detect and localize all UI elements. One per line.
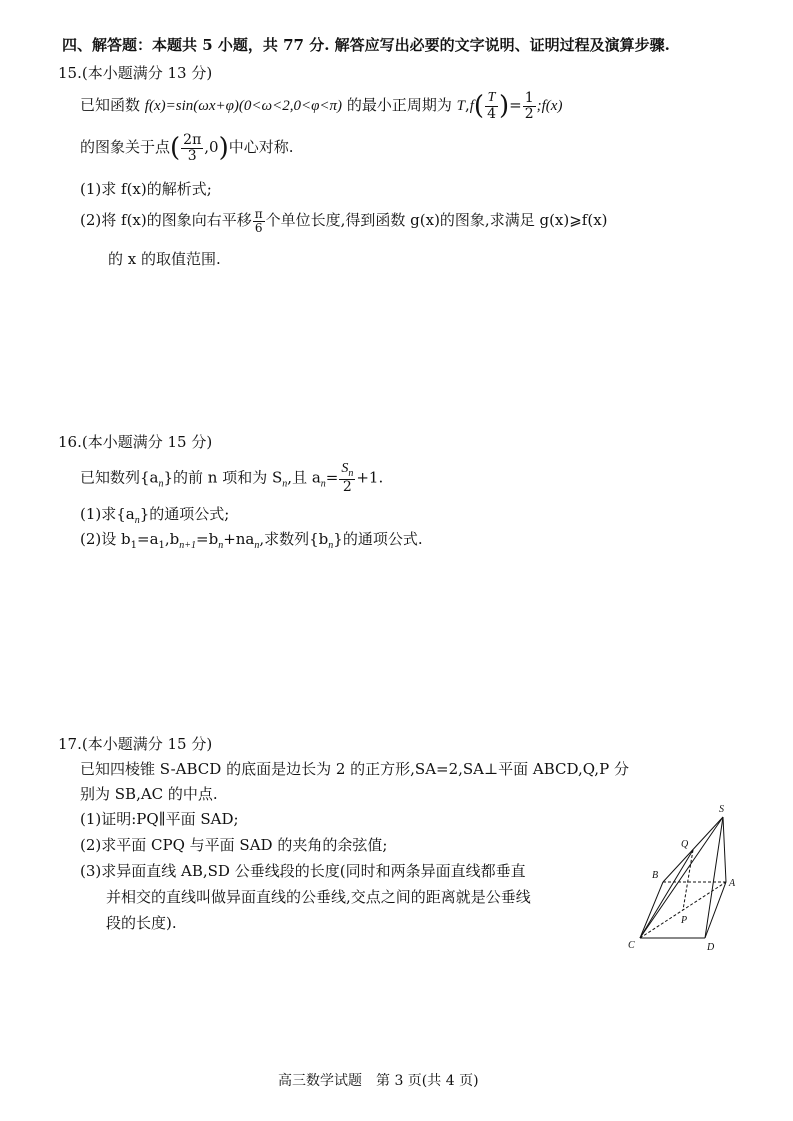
q16-part2: (2)设 $b_1=a_1,b_{n+1}=b_n+na_n$,求数列$\{b_n\}$的通项公式. [80, 530, 423, 551]
q15-stem-a: 已知函数 [80, 96, 141, 115]
label-s: S [719, 804, 724, 815]
q17-header [58, 733, 212, 754]
q15-stem-line1: 已知函数 f(x)=sin(ωx+φ)(0<ω<2,0<φ<π) 的最小正周期为 T,f( $\frac{T}{4}$ )= $\frac{1}{2}$ ;f(x) [80, 90, 563, 122]
q17-number: 17. [58, 735, 82, 753]
q17-part3-line2: 并相交的直线叫做异面直线的公垂线,交点之间的距离就是公垂线 [106, 888, 531, 906]
edge-sd [705, 817, 723, 938]
q17-part3-line3: 段的长度). [106, 914, 177, 932]
label-a: A [729, 878, 736, 889]
q16-part1: (1)求$\{a_n\}$的通项公式; [80, 505, 230, 526]
q15-stem-c: ;f(x) [536, 98, 563, 115]
label-d: D [707, 942, 715, 950]
q15-part2-b: 个单位长度,得到函数 g(x)的图象,求满足 g(x)⩾f(x) [265, 211, 608, 230]
q16-frac-sn2: $\frac{S_n}{2}$ [341, 461, 354, 496]
q15-line2-b: 中心对称. [228, 138, 294, 157]
q16-score: (本小题满分 15 分) [81, 433, 213, 451]
q15-stem-b: 的最小正周期为 [346, 96, 452, 115]
q17-stem-line1: 已知四棱锥 S-ABCD 的底面是边长为 2 的正方形,SA=2,SA⊥平面 ABCD,Q,P 分 [80, 760, 629, 778]
q17-stem-line2: 别为 SB,AC 的中点. [80, 785, 218, 803]
q15-frac-t4: $\frac{T}{4}$ [487, 90, 496, 122]
q15-point-tail: ,0 [204, 138, 219, 157]
q15-part2-a: (2)将 f(x)的图象向右平移 [80, 211, 252, 230]
q15-header [58, 62, 212, 83]
q15-period-symbol: T [456, 98, 465, 115]
q15-part1: (1)求 f(x)的解析式; [80, 180, 212, 198]
q16-header [58, 431, 212, 452]
q16-stem: 已知数列$\{a_n\}$的前 n 项和为 $S_n$,且 $a_n=$ $\frac{S_n}{2}$ +1. [80, 461, 384, 496]
q15-part2-line2: 的 x 的取值范围. [108, 250, 221, 268]
q15-number: 15. [58, 64, 82, 82]
label-q: Q [681, 839, 689, 850]
edge-da [705, 882, 726, 938]
q15-frac-pi6: $\frac{\pi}{6}$ [254, 207, 263, 235]
q17-score: (本小题满分 15 分) [81, 735, 213, 753]
page-footer: 高三数学试题 第 3 页(共 4 页) [278, 1073, 479, 1089]
edge-sb [663, 817, 723, 882]
label-b: B [652, 870, 659, 881]
q17-part1: (1)证明:PQ∥平面 SAD; [80, 810, 239, 828]
q15-stem-line2: 的图象关于点( $\frac{2\pi}{3}$ ,0)中心对称. [80, 132, 294, 164]
q17-part3-line1: (3)求异面直线 AB,SD 公垂线段的长度(同时和两条异面直线都垂直 [80, 862, 526, 880]
pyramid-figure [615, 800, 750, 950]
q15-score: (本小题满分 13 分) [81, 64, 213, 82]
q15-equals: = [509, 96, 522, 115]
q17-part2: (2)求平面 CPQ 与平面 SAD 的夹角的余弦值; [80, 836, 388, 854]
q15-function: f(x)=sin(ωx+φ)(0<ω<2,0<φ<π) [144, 98, 343, 115]
q15-frac-2pi3: $\frac{2\pi}{3}$ [183, 132, 202, 164]
q15-f-symbol: f [469, 98, 474, 115]
label-p: P [681, 915, 688, 926]
q15-line2-a: 的图象关于点 [80, 138, 171, 157]
section-header: 四、解答题：本题共 5 小题，共 77 分. 解答应写出必要的文字说明、证明过程及演算步骤. [62, 36, 670, 54]
label-c: C [628, 940, 635, 950]
edge-sa [723, 817, 726, 882]
q16-number: 16. [58, 433, 82, 451]
q15-part2-line1 [80, 208, 608, 234]
q15-frac-half: $\frac{1}{2}$ [524, 90, 534, 122]
